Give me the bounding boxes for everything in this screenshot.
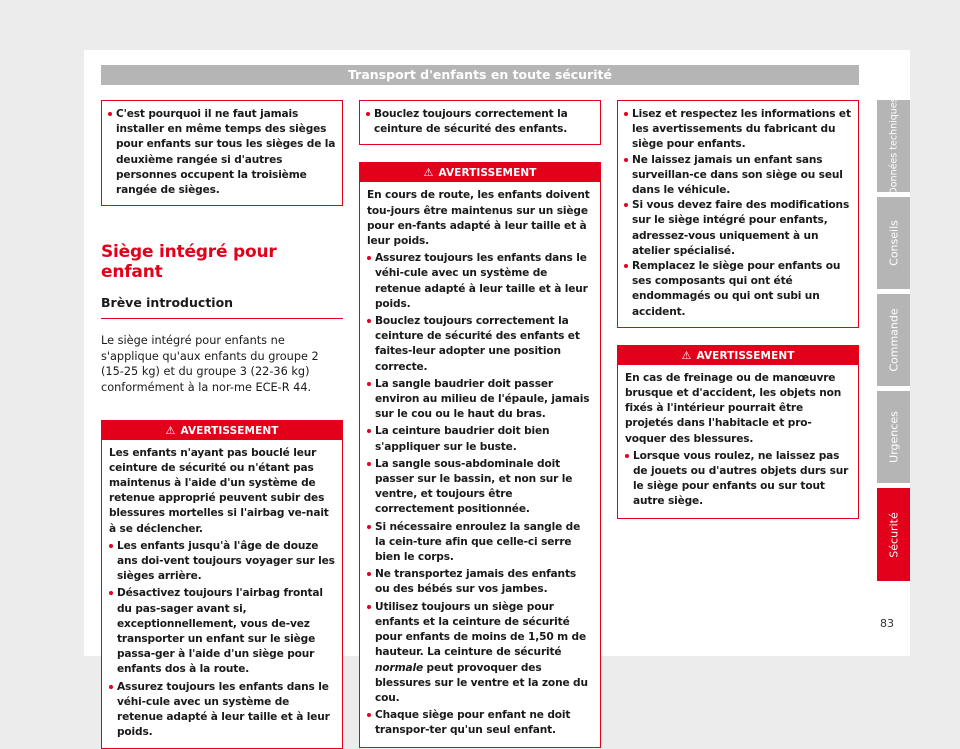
bullet-item: Lisez et respectez les informations et les avertissements du fabricant du siège pour enfants. — [624, 107, 852, 153]
tab-donnees-techniques[interactable]: Données techniques — [877, 100, 910, 192]
page-header: Transport d'enfants en toute sécurité — [101, 65, 859, 85]
note-box — [617, 100, 859, 328]
warning-label: AVERTISSEMENT — [438, 167, 537, 180]
bullet-item: La ceinture baudrier doit bien s'appliquer sur le buste. — [367, 424, 593, 454]
warning-intro: Les enfants n'ayant pas bouclé leur ceinture de sécurité ou n'étant pas maintenus à l'aide d'un système de retenue approprié peuvent subir des blessures mortelles si l'airbag ve-nait à se déclencher. — [109, 446, 329, 535]
bullet-item: La sangle baudrier doit passer environ au milieu de l'épaule, jamais sur le cou ou le haut du bras. — [367, 377, 593, 423]
column-2 — [359, 100, 601, 748]
column-3 — [617, 100, 859, 519]
bullet-item: Les enfants jusqu'à l'âge de douze ans doi-vent toujours voyager sur les sièges arrière. — [109, 539, 335, 585]
warning-body — [360, 182, 600, 746]
warning-header — [618, 346, 858, 365]
tab-conseils[interactable]: Conseils — [877, 197, 910, 289]
bullet-text-pre: Utilisez toujours un siège pour enfants et la ceinture de sécurité pour enfants de moins de 1,50 m de hauteur. La ceinture de sécurité — [375, 600, 587, 659]
bullet-item: Ne transportez jamais des enfants ou des bébés sur vos jambes. — [367, 567, 593, 597]
bullet-text-post: peut provoquer des blessures sur le ventre et la zone du cou. — [375, 661, 588, 704]
bullet-item: Chaque siège pour enfant ne doit transpor-ter qu'un seul enfant. — [367, 708, 593, 738]
warning-icon: ⚠ — [423, 166, 434, 180]
page-number: 83 — [880, 617, 894, 630]
column-1 — [101, 100, 343, 749]
bullet-item: Assurez toujours les enfants dans le véhi-cule avec un système de retenue adapté à leur taille et à leur poids. — [109, 680, 335, 741]
warning-label: AVERTISSEMENT — [696, 349, 795, 362]
bullet-text-italic: normale — [375, 661, 423, 674]
warning-intro: En cours de route, les enfants doivent tou-jours être maintenus sur un siège pour en-fants adapté à leur taille et à leur poids. — [367, 189, 590, 248]
bullet-item: Lorsque vous roulez, ne laissez pas de jouets ou d'autres objets durs sur le siège pour enfants ou sur tout autre siège. — [625, 449, 851, 510]
warning-header — [102, 421, 342, 440]
bullet-item — [367, 600, 593, 706]
subsection-title: Brève introduction — [101, 295, 343, 319]
bullet-item: Bouclez toujours correctement la ceinture de sécurité des enfants. — [366, 107, 594, 137]
note-box — [359, 100, 601, 145]
warning-intro: En cas de freinage ou de manœuvre brusque et d'accident, les objets non fixés à l'intérieur pourrait être projetés dans l'habitacle et pro-voquer des blessures. — [625, 371, 842, 445]
chapter-tabs — [877, 97, 910, 586]
section-title: Siège intégré pour enfant — [101, 242, 277, 283]
bullet-item: Ne laissez jamais un enfant sans surveillan-ce dans son siège ou seul dans le véhicule. — [624, 153, 852, 199]
warning-body — [102, 440, 342, 749]
warning-box — [617, 345, 859, 519]
body-paragraph: Le siège intégré pour enfants ne s'applique qu'aux enfants du groupe 2 (15-25 kg) et du groupe 3 (22-36 kg) conformément à la nor-me ECE-R 44. — [101, 334, 319, 394]
warning-box — [101, 420, 343, 749]
bullet-item: Si vous devez faire des modifications sur le siège intégré pour enfants, adressez-vous uniquement à un atelier spécialisé. — [624, 198, 852, 259]
bullet-item: Remplacez le siège pour enfants ou ses composants qui ont été endommagés ou qui ont subi un accident. — [624, 259, 852, 320]
bullet-item: C'est pourquoi il ne faut jamais installer en même temps des sièges pour enfants sur tous les sièges de la deuxième rangée si d'autres personnes occupent la troisième rangée de sièges. — [108, 107, 336, 198]
bullet-item: Assurez toujours les enfants dans le véhi-cule avec un système de retenue adapté à leur taille et à leur poids. — [367, 251, 593, 312]
warning-box — [359, 162, 601, 747]
warning-label: AVERTISSEMENT — [180, 424, 279, 437]
warning-header — [360, 163, 600, 182]
bullet-item: La sangle sous-abdominale doit passer sur le bassin, et non sur le ventre, et toujours être correctement positionnée. — [367, 457, 593, 518]
tab-urgences[interactable]: Urgences — [877, 391, 910, 483]
note-box — [101, 100, 343, 206]
tab-commande[interactable]: Commande — [877, 294, 910, 386]
bullet-item: Bouclez toujours correctement la ceinture de sécurité des enfants et faites-leur adopter une position correcte. — [367, 314, 593, 375]
bullet-item: Si nécessaire enroulez la sangle de la cein-ture afin que celle-ci serre bien le corps. — [367, 520, 593, 566]
warning-icon: ⚠ — [165, 423, 176, 437]
tab-securite[interactable]: Sécurité — [877, 488, 910, 581]
warning-icon: ⚠ — [681, 348, 692, 362]
bullet-item: Désactivez toujours l'airbag frontal du pas-sager avant si, exceptionnellement, vous de-vez transporter un enfant sur le siège passa-ger à l'aide d'un siège pour enfants dos à la route. — [109, 586, 335, 677]
warning-body — [618, 365, 858, 518]
